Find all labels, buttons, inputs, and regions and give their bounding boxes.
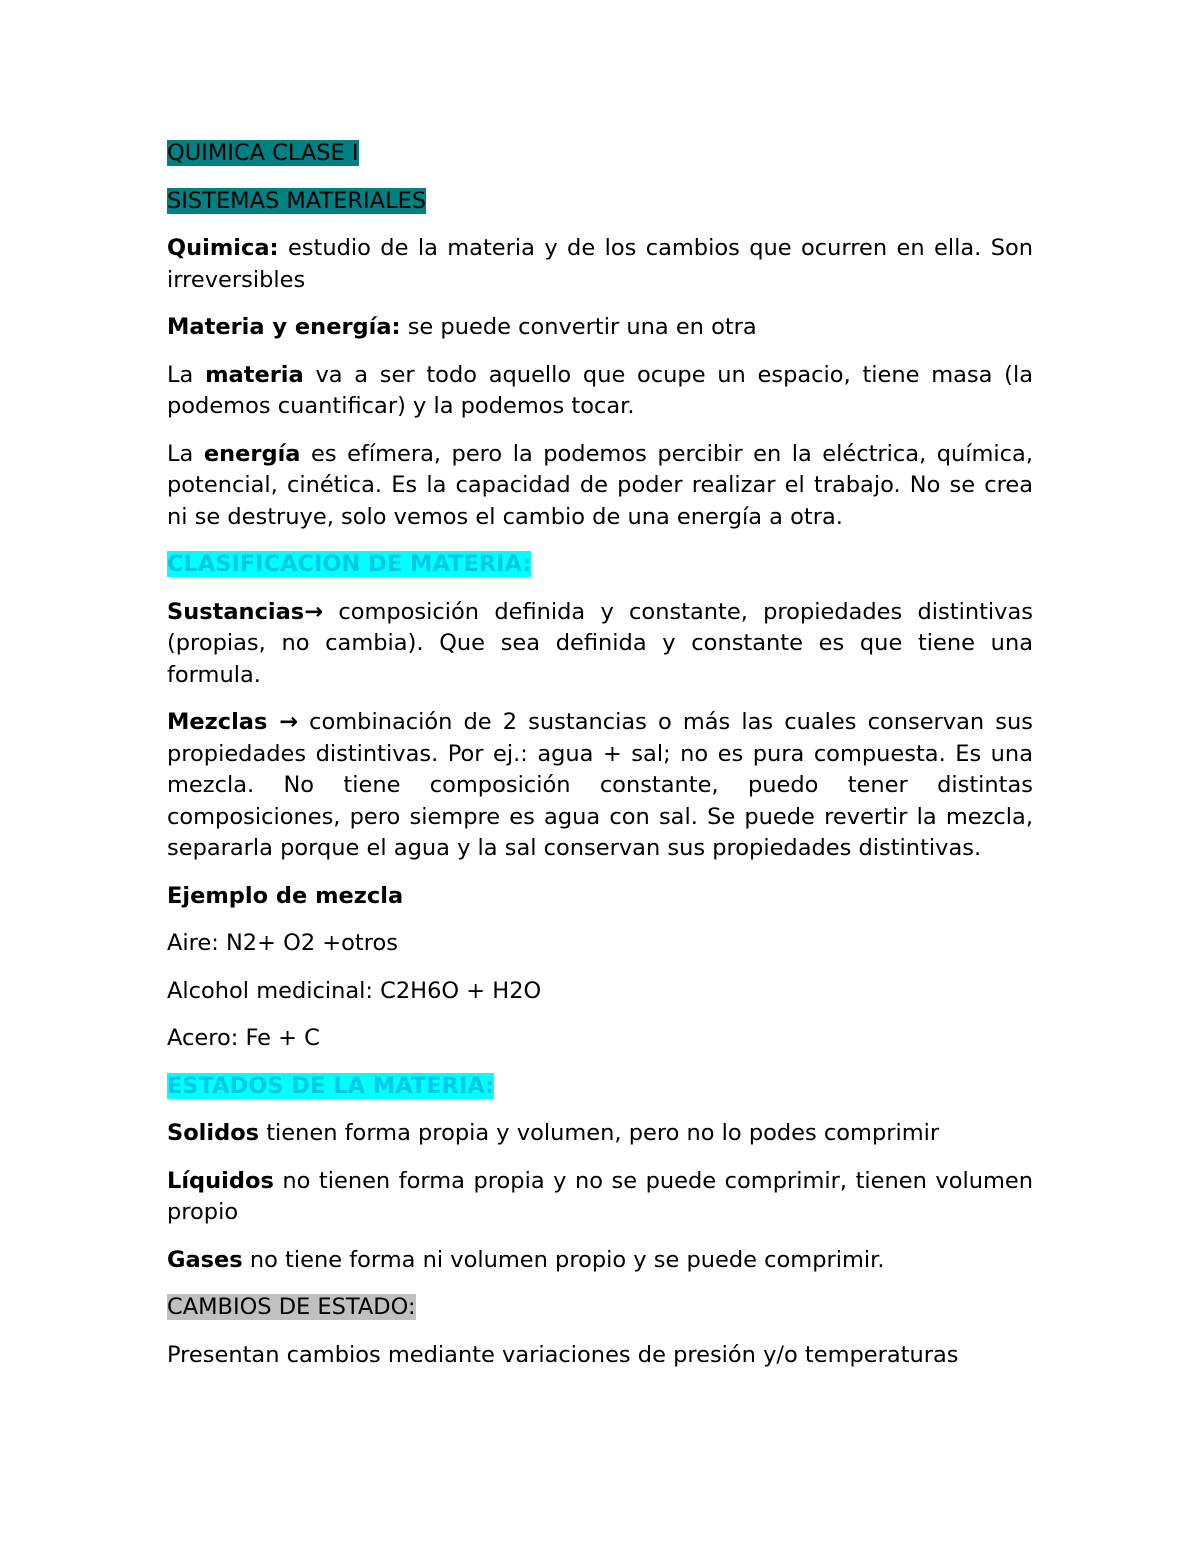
gases-term: Gases	[167, 1246, 243, 1273]
energia-text: es efímera, pero la podemos percibir en la eléctrica, química, potencial, cinética. Es la capacidad de poder realizar el trabajo. No se crea ni se destruye, solo vemos el cambio de una energía a otra.	[167, 440, 1033, 530]
gases-definition	[167, 1245, 1033, 1277]
materia-energia-term: Materia y energía:	[167, 314, 401, 340]
quimica-definition	[167, 233, 1033, 296]
cambios-heading: CAMBIOS DE ESTADO:	[167, 1294, 416, 1320]
clasificacion-heading-paragraph	[167, 549, 1033, 581]
mezclas-definition	[167, 707, 1033, 865]
ejemplo-item: Aire: N2+ O2 +otros	[167, 930, 398, 956]
solidos-term: Solidos	[167, 1120, 260, 1146]
quimica-term: Quimica:	[167, 235, 279, 261]
document-page	[167, 138, 1033, 1387]
materia-energia-definition	[167, 312, 1033, 344]
gases-text: no tiene forma ni volumen propio y se puede comprimir.	[242, 1246, 885, 1273]
sustancias-text: composición definida y constante, propiedades distintivas (propias, no cambia). Que sea definida y constante es que tiene una formula.	[167, 598, 1033, 688]
ejemplo-item: Alcohol medicinal: C2H6O + H2O	[167, 977, 542, 1004]
ejemplo-heading-paragraph	[167, 881, 1033, 913]
clasificacion-heading: CLASIFICACION DE MATERIA:	[167, 551, 532, 577]
energia-definition	[167, 439, 1033, 534]
title-paragraph	[167, 138, 1033, 170]
liquidos-text: no tienen forma propia y no se puede comprimir, tienen volumen propio	[167, 1167, 1033, 1225]
materia-energia-text: se puede convertir una en otra	[400, 314, 757, 340]
solidos-text: tienen forma propia y volumen, pero no lo podes comprimir	[259, 1120, 940, 1146]
energia-term: energía	[203, 440, 301, 467]
solidos-definition	[167, 1118, 1033, 1150]
ejemplo-item: Acero: Fe + C	[167, 1025, 320, 1051]
cambios-text: Presentan cambios mediante variaciones de presión y/o temperaturas	[167, 1341, 959, 1368]
cambios-heading-paragraph	[167, 1292, 1033, 1324]
sustancias-definition	[167, 597, 1033, 692]
subtitle-paragraph	[167, 186, 1033, 218]
document-title: QUIMICA CLASE I	[167, 140, 359, 166]
liquidos-term: Líquidos	[167, 1167, 274, 1194]
materia-pre: La	[167, 361, 206, 388]
energia-pre: La	[167, 440, 204, 467]
ejemplo-heading: Ejemplo de mezcla	[167, 882, 404, 909]
section-title-sistemas: SISTEMAS MATERIALES	[167, 187, 427, 214]
sustancias-term: Sustancias→	[167, 598, 324, 625]
liquidos-definition	[167, 1166, 1033, 1229]
materia-term: materia	[205, 361, 304, 388]
mezclas-term: Mezclas →	[167, 709, 299, 735]
materia-definition	[167, 360, 1033, 423]
estados-heading: ESTADOS DE LA MATERIA:	[167, 1072, 495, 1099]
quimica-text: estudio de la materia y de los cambios que ocurren en ella. Son irreversibles	[167, 235, 1033, 293]
estados-heading-paragraph	[167, 1071, 1033, 1103]
mezclas-text: combinación de 2 sustancias o más las cuales conservan sus propiedades distintivas. Por ej.: agua + sal; no es pura compuesta. Es una mezcla. No tiene composición constante, puedo tener distintas composiciones, pero siempre es agua con sal. Se puede revertir la mezcla, separarla porque el agua y la sal conservan sus propiedades distintivas.	[167, 709, 1033, 861]
materia-text: va a ser todo aquello que ocupe un espacio, tiene masa (la podemos cuantificar) y la podemos tocar.	[167, 361, 1033, 419]
